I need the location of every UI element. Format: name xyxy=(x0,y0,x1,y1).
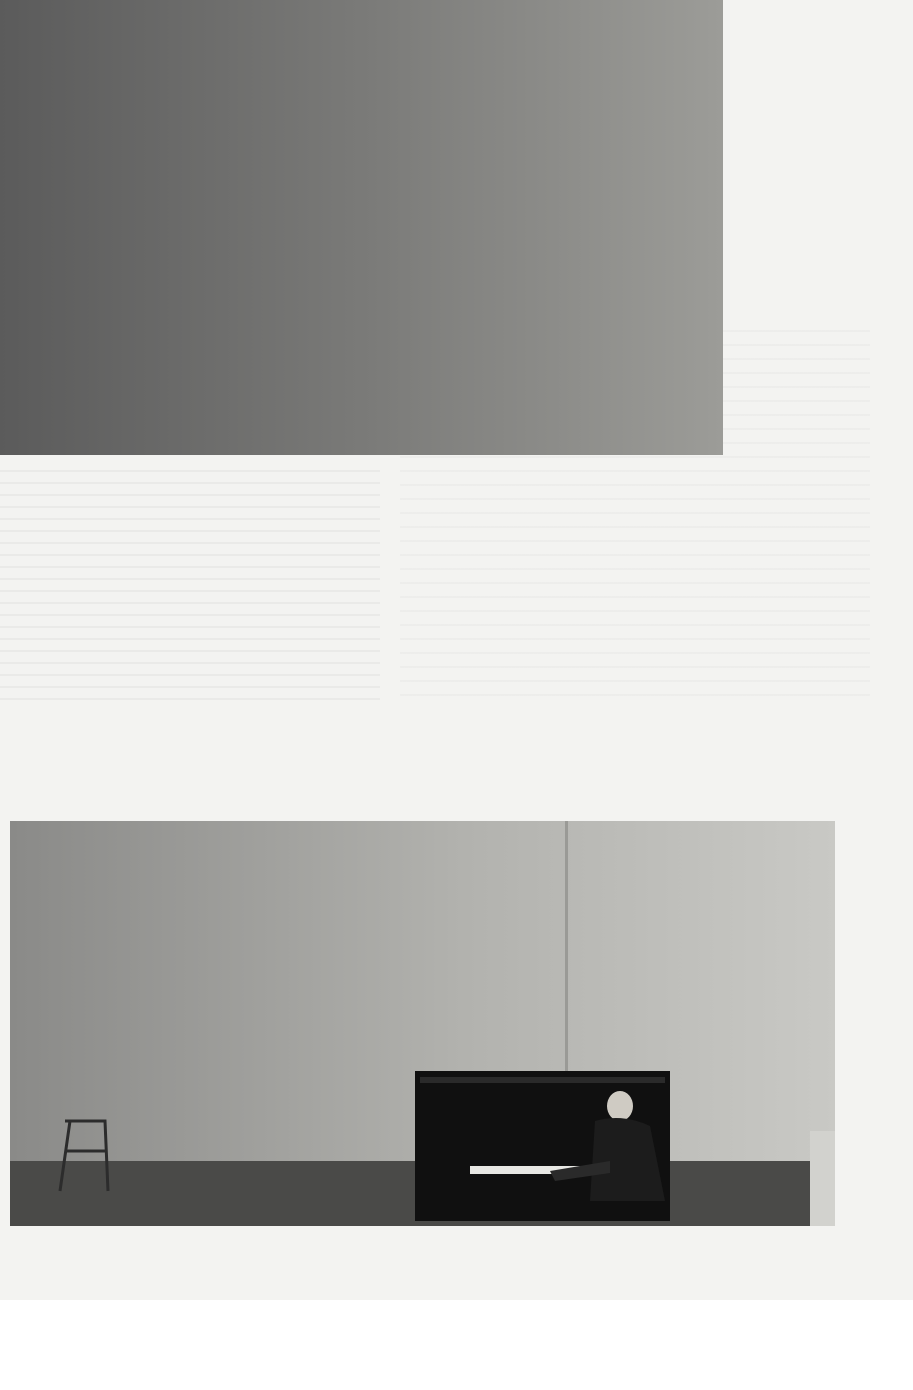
choir-robes-photo xyxy=(0,0,723,455)
stock-watermark-bar xyxy=(0,1300,913,1390)
choir-rehearsal-photo xyxy=(10,821,835,1226)
bleed-through-text xyxy=(0,470,380,700)
